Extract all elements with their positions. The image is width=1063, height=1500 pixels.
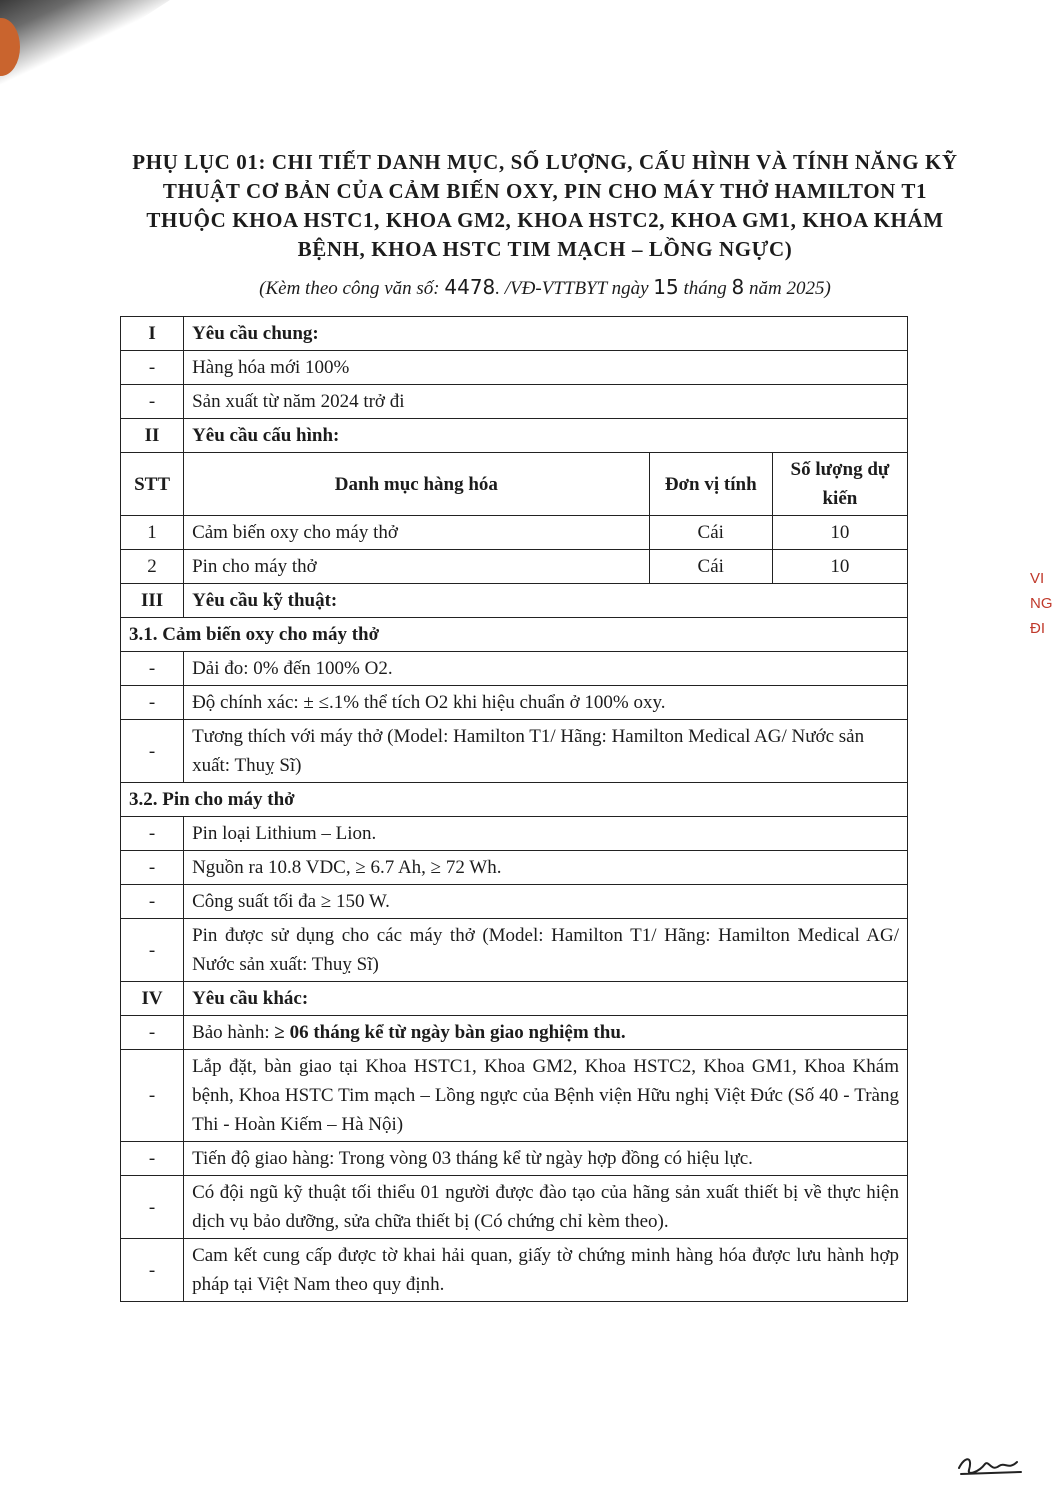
requirement-text: Pin được sử dụng cho các máy thở (Model: Hamilton T1/ Hãng: Hamilton Medical AG/ Nước sản xuất: Thuỵ Sĩ) [184, 919, 908, 982]
table-row [121, 720, 908, 783]
requirement-text: Cam kết cung cấp được tờ khai hải quan, giấy tờ chứng minh hàng hóa được lưu hành hợp pháp tại Việt Nam theo quy định. [184, 1239, 908, 1302]
header-goods: Danh mục hàng hóa [184, 453, 650, 516]
table-row [121, 1016, 908, 1050]
scan-corner-shadow [0, 0, 170, 110]
table-row [121, 385, 908, 419]
section-row [121, 982, 908, 1016]
dash-marker: - [121, 885, 184, 919]
dash-marker: - [121, 686, 184, 720]
table-row [121, 686, 908, 720]
header-stt: STT [121, 453, 184, 516]
section-title: Yêu cầu kỹ thuật: [184, 584, 908, 618]
handwritten-month: 8 [731, 275, 745, 299]
requirement-text: Tiến độ giao hàng: Trong vòng 03 tháng kể từ ngày hợp đồng có hiệu lực. [184, 1142, 908, 1176]
table-row [121, 516, 908, 550]
requirement-text: Độ chính xác: ± ≤.1% thể tích O2 khi hiệu chuẩn ở 100% oxy. [184, 686, 908, 720]
requirement-text: Dải đo: 0% đến 100% O2. [184, 652, 908, 686]
section-title: Yêu cầu khác: [184, 982, 908, 1016]
dash-marker: - [121, 652, 184, 686]
table-row [121, 851, 908, 885]
section-row [121, 419, 908, 453]
dash-marker: - [121, 851, 184, 885]
dash-marker: - [121, 1239, 184, 1302]
section-row [121, 317, 908, 351]
row-quantity: 10 [772, 516, 907, 550]
section-row [121, 584, 908, 618]
section-title: Yêu cầu chung: [184, 317, 908, 351]
dash-marker: - [121, 817, 184, 851]
subsection-row [121, 783, 908, 817]
dash-marker: - [121, 1016, 184, 1050]
row-unit: Cái [649, 550, 772, 584]
table-row [121, 1142, 908, 1176]
table-row [121, 1176, 908, 1239]
dash-marker: - [121, 351, 184, 385]
warranty-text: Bảo hành: ≥ 06 tháng kể từ ngày bàn giao nghiệm thu. [184, 1016, 908, 1050]
header-unit: Đơn vị tính [649, 453, 772, 516]
header-quantity: Số lượng dự kiến [772, 453, 907, 516]
subsection-row [121, 618, 908, 652]
dash-marker: - [121, 1176, 184, 1239]
requirement-text: Tương thích với máy thở (Model: Hamilton T1/ Hãng: Hamilton Medical AG/ Nước sản xuất: Thuỵ Sĩ) [184, 720, 908, 783]
requirement-text: Có đội ngũ kỹ thuật tối thiểu 01 người được đào tạo của hãng sản xuất thiết bị về thực hiện dịch vụ bảo dưỡng, sửa chữa thiết bị (Có chứng chỉ kèm theo). [184, 1176, 908, 1239]
handwritten-doc-number: 4478 [444, 275, 496, 299]
requirement-text: Công suất tối đa ≥ 150 W. [184, 885, 908, 919]
section-number: IV [121, 982, 184, 1016]
section-number: III [121, 584, 184, 618]
requirement-text: Lắp đặt, bàn giao tại Khoa HSTC1, Khoa GM2, Khoa HSTC2, Khoa GM1, Khoa Khám bệnh, Khoa HSTC Tim mạch – Lồng ngực của Bệnh viện Hữu nghị Việt Đức (Số 40 - Tràng Thi - Hoàn Kiếm – Hà Nội) [184, 1050, 908, 1142]
row-goods: Cảm biến oxy cho máy thở [184, 516, 650, 550]
row-stt: 1 [121, 516, 184, 550]
dash-marker: - [121, 720, 184, 783]
requirement-text: Sản xuất từ năm 2024 trở đi [184, 385, 908, 419]
document-title: PHỤ LỤC 01: CHI TIẾT DANH MỤC, SỐ LƯỢNG, CẤU HÌNH VÀ TÍNH NĂNG KỸ THUẬT CƠ BẢN CỦA CẢM BIẾN OXY, PIN CHO MÁY THỞ HAMILTON T1 THUỘC KHOA HSTC1, KHOA GM2, KHOA HSTC2, KHOA GM1, KHOA KHÁM BỆNH, KHOA HSTC TIM MẠCH – LỒNG NGỰC) [132, 150, 958, 261]
subsection-title: 3.1. Cảm biến oxy cho máy thở [121, 618, 908, 652]
requirement-text: Pin loại Lithium – Lion. [184, 817, 908, 851]
dash-marker: - [121, 1142, 184, 1176]
row-stt: 2 [121, 550, 184, 584]
dash-marker: - [121, 1050, 184, 1142]
table-row [121, 885, 908, 919]
section-number: II [121, 419, 184, 453]
table-row [121, 550, 908, 584]
table-row [121, 1239, 908, 1302]
requirement-text: Nguồn ra 10.8 VDC, ≥ 6.7 Ah, ≥ 72 Wh. [184, 851, 908, 885]
subsection-title: 3.2. Pin cho máy thở [121, 783, 908, 817]
row-unit: Cái [649, 516, 772, 550]
dash-marker: - [121, 919, 184, 982]
table-row [121, 652, 908, 686]
table-row [121, 1050, 908, 1142]
row-goods: Pin cho máy thở [184, 550, 650, 584]
document-subtitle: (Kèm theo công văn số: 4478. /VĐ-VTTBYT ngày 15 tháng 8 năm 2025) [259, 275, 831, 299]
table-row [121, 817, 908, 851]
handwritten-day: 15 [653, 275, 679, 299]
requirements-table [120, 316, 908, 1302]
section-number: I [121, 317, 184, 351]
table-row [121, 351, 908, 385]
row-quantity: 10 [772, 550, 907, 584]
section-title: Yêu cầu cấu hình: [184, 419, 908, 453]
goods-header-row [121, 453, 908, 516]
dash-marker: - [121, 385, 184, 419]
signature-mark [955, 1450, 1025, 1480]
requirement-text: Hàng hóa mới 100% [184, 351, 908, 385]
red-stamp-fragment: VI NG ĐI [1030, 570, 1053, 637]
table-row [121, 919, 908, 982]
